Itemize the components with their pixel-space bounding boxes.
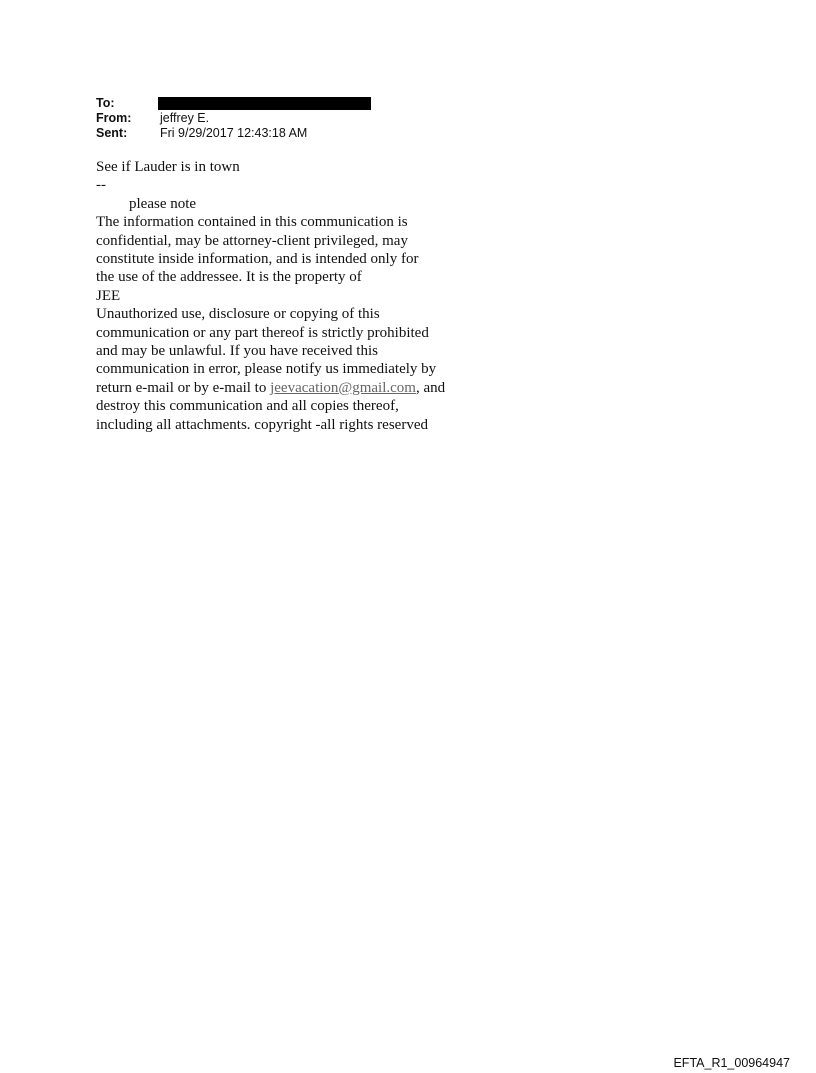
note-heading: please note [129, 195, 197, 212]
return-suffix: , and [415, 379, 446, 396]
signature-separator: -- [96, 177, 106, 194]
redacted-recipient [158, 97, 371, 110]
disclaimer-line: The information contained in this communication is [96, 214, 408, 231]
sent-value: Fri 9/29/2017 12:43:18 AM [160, 126, 308, 140]
disclaimer-line: JEE [96, 287, 121, 304]
from-value: jeffrey E. [160, 111, 210, 125]
disclaimer-line: and may be unlawful. If you have received this [96, 343, 378, 360]
email-body [96, 158, 496, 434]
email-link[interactable]: jeevacation@gmail.com [270, 379, 416, 396]
disclaimer-line: communication in error, please notify us immediately by [96, 361, 437, 378]
disclaimer-line: destroy this communication and all copies thereof, [96, 398, 399, 415]
from-row [96, 111, 371, 126]
message-line: See if Lauder is in town [96, 159, 240, 175]
return-prefix: return e-mail or by e-mail to [96, 379, 271, 396]
disclaimer-line: constitute inside information, and is intended only for [96, 251, 419, 268]
sent-row [96, 126, 371, 141]
disclaimer-line: communication or any part thereof is strictly prohibited [96, 324, 429, 341]
disclaimer-line: including all attachments. copyright -all rights reserved [96, 416, 428, 433]
document-id: EFTA_R1_00964947 [673, 1056, 790, 1070]
disclaimer-line: the use of the addressee. It is the property of [96, 269, 362, 286]
to-row [96, 96, 371, 111]
disclaimer-line-with-email [96, 379, 496, 397]
sent-label: Sent: [96, 126, 128, 140]
disclaimer-line: Unauthorized use, disclosure or copying of this [96, 306, 380, 323]
disclaimer-line: confidential, may be attorney-client privileged, may [96, 232, 408, 249]
from-label: From: [96, 111, 132, 125]
to-label: To: [96, 96, 115, 110]
email-header [96, 96, 371, 141]
